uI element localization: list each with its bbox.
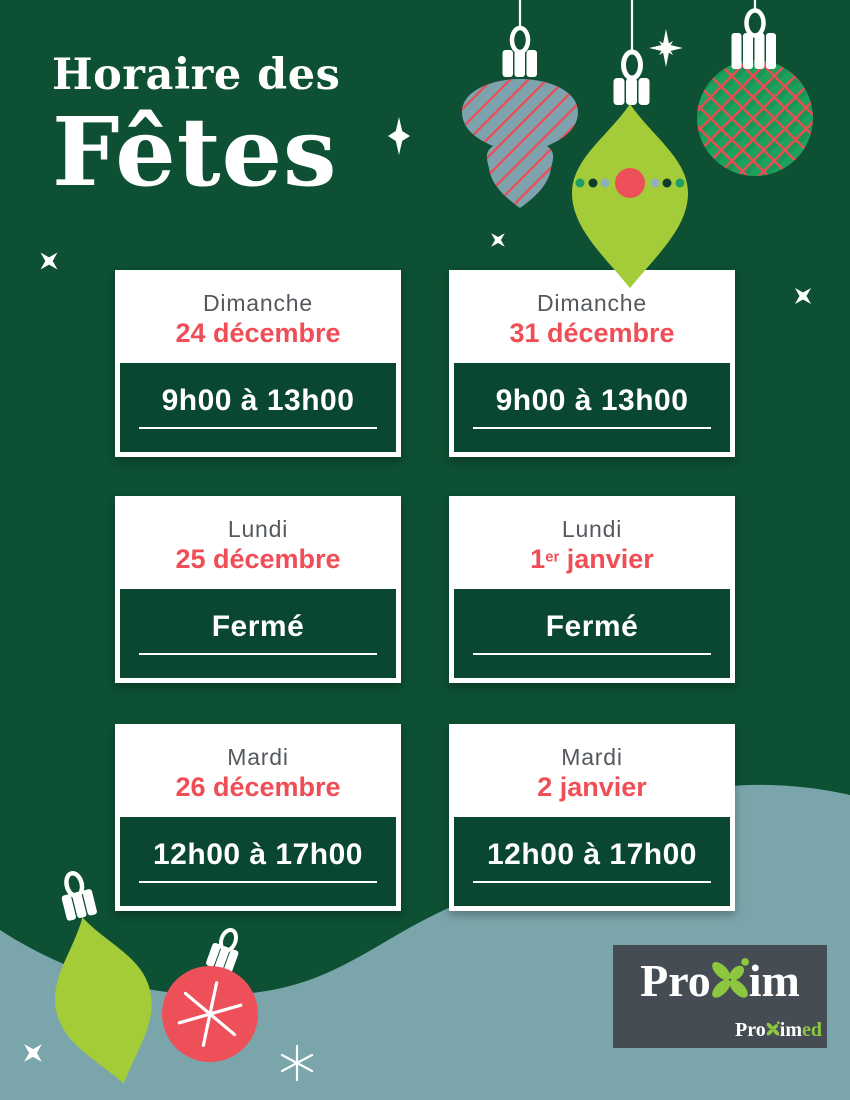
page-title xyxy=(52,50,341,208)
card-date-label xyxy=(175,546,340,573)
card-hours-panel xyxy=(120,589,396,678)
card-hours-panel xyxy=(454,363,730,452)
card-underline xyxy=(139,427,376,429)
proximed-wordmark xyxy=(735,1020,822,1040)
card-day-label: Mardi xyxy=(227,744,289,770)
card-date-label xyxy=(175,774,340,801)
card-date-label xyxy=(509,320,674,347)
card-hours: 12h00 à 17h00 xyxy=(487,838,697,871)
card-underline xyxy=(473,653,710,655)
sub-text-end: ed xyxy=(802,1019,822,1041)
card-day-label: Dimanche xyxy=(537,290,647,316)
ornament-cap-icon xyxy=(614,78,650,105)
card-date-label xyxy=(175,320,340,347)
date-main: 24 décembre xyxy=(175,318,341,348)
green-drop-ornament xyxy=(555,0,715,310)
schedule-card-dec26 xyxy=(115,724,401,911)
card-hours: Fermé xyxy=(211,610,305,643)
schedule-card-dec25 xyxy=(115,496,401,683)
card-hours-panel xyxy=(454,817,730,906)
date-main: 31 décembre xyxy=(509,318,675,348)
card-day-label: Mardi xyxy=(561,744,623,770)
date-rest: janvier xyxy=(559,544,654,574)
card-hours-panel xyxy=(120,817,396,906)
card-date-label xyxy=(530,546,654,573)
logo-text-pre: Pro xyxy=(640,955,711,1006)
proxim-wordmark xyxy=(613,957,827,1005)
date-main: 25 décembre xyxy=(175,544,341,574)
card-hours: Fermé xyxy=(545,610,639,643)
card-hours: 12h00 à 17h00 xyxy=(153,838,363,871)
date-main: 1 xyxy=(530,544,546,574)
proxim-logo xyxy=(613,945,827,1048)
x-sparkle-icon xyxy=(32,244,66,278)
ornament-cap-icon xyxy=(503,50,538,77)
title-line-2: Fêtes xyxy=(52,97,338,208)
title-line-1: Horaire des xyxy=(52,50,341,100)
card-day-label: Lundi xyxy=(227,516,289,542)
proxim-x-icon xyxy=(708,954,752,1002)
ornament-cap-icon xyxy=(61,889,97,922)
date-sup: er xyxy=(545,549,560,566)
card-day-label: Dimanche xyxy=(203,290,313,316)
date-main: 2 janvier xyxy=(537,772,647,802)
ornament-loop-icon xyxy=(747,11,764,36)
card-hours-panel xyxy=(454,589,730,678)
logo-text-post: im xyxy=(748,955,800,1006)
red-bauble-ornament xyxy=(162,926,258,1062)
schedule-card-dec24 xyxy=(115,270,401,457)
date-main: 26 décembre xyxy=(175,772,341,802)
card-underline xyxy=(473,427,710,429)
card-hours: 9h00 à 13h00 xyxy=(161,384,355,417)
card-date-label xyxy=(537,774,647,801)
sparkle-4point-icon xyxy=(388,117,410,155)
card-underline xyxy=(139,881,376,883)
proximed-x-icon xyxy=(765,1020,781,1037)
x-sparkle-icon xyxy=(484,226,511,253)
sub-text-mid: im xyxy=(779,1019,802,1041)
card-underline xyxy=(473,881,710,883)
schedule-card-jan2 xyxy=(449,724,735,911)
schedule-card-jan1 xyxy=(449,496,735,683)
card-hours: 9h00 à 13h00 xyxy=(495,384,689,417)
card-day-label: Lundi xyxy=(561,516,623,542)
card-underline xyxy=(139,653,376,655)
card-hours-panel xyxy=(120,363,396,452)
x-sparkle-icon xyxy=(787,280,819,312)
sub-text-pre: Pro xyxy=(735,1019,766,1041)
ornament-loop-icon xyxy=(512,28,528,52)
ornament-loop-icon xyxy=(624,52,641,78)
